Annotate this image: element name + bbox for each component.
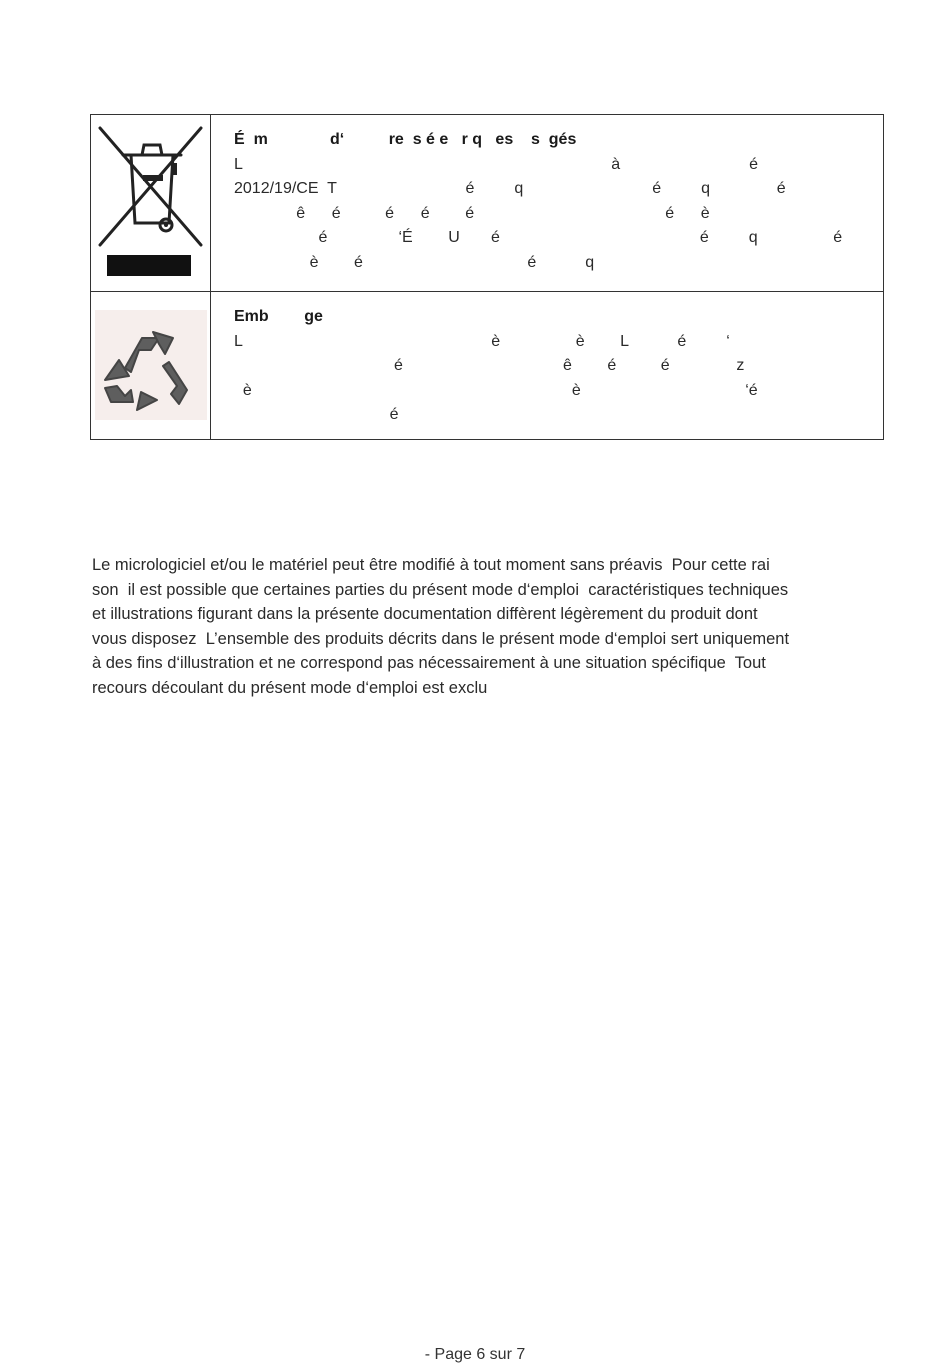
weee-heading: É m d‘ re s é e r q es s gés <box>234 131 577 148</box>
packaging-text-line: L è è L é ‘ <box>234 332 730 350</box>
disposal-info-table <box>90 114 884 440</box>
packaging-text-cell <box>211 292 884 440</box>
page-number: - Page 6 sur 7 <box>424 1346 526 1363</box>
packaging-heading: Emb ge <box>234 308 323 325</box>
recycling-icon <box>95 310 207 420</box>
crossed-out-bin-icon <box>97 125 205 250</box>
disclaimer-line: vous disposez L’ensemble des produits décrits dans le présent mode d‘emploi sert uniquement <box>92 629 790 648</box>
disclaimer-line: son il est possible que certaines parties du présent mode d‘emploi caractéristiques techniques <box>92 580 789 599</box>
weee-row <box>91 115 884 292</box>
packaging-text-line: é ê é é z <box>234 357 745 374</box>
weee-icon-cell <box>91 115 211 292</box>
packaging-text-line: è è ‘é <box>234 381 758 399</box>
weee-text-line: ê é é é é é è <box>234 204 710 222</box>
weee-text-line: è é é q <box>234 253 595 271</box>
disclaimer-line: à des fins d‘illustration et ne correspond pas nécessairement à une situation spécifique Tout <box>92 654 766 672</box>
black-bar-marking <box>107 255 191 276</box>
weee-text-cell <box>211 115 884 292</box>
disclaimer-paragraph <box>92 553 882 700</box>
recycle-icon-cell <box>91 292 211 440</box>
packaging-text-line: é <box>234 406 399 423</box>
disclaimer-line: recours découlant du présent mode d‘emploi est exclu <box>92 678 488 697</box>
disclaimer-line: Le micrologiciel et/ou le matériel peut être modifié à tout moment sans préavis Pour cette rai <box>92 556 770 574</box>
weee-text-line: é ‘É U é é q é <box>234 229 843 246</box>
weee-text-line: 2012/19/CE T é q é q é <box>234 180 786 197</box>
packaging-row <box>91 292 884 440</box>
weee-text-line: L à é <box>234 155 758 173</box>
disclaimer-line: et illustrations figurant dans la présente documentation diffèrent légèrement du produit dont <box>92 605 758 623</box>
